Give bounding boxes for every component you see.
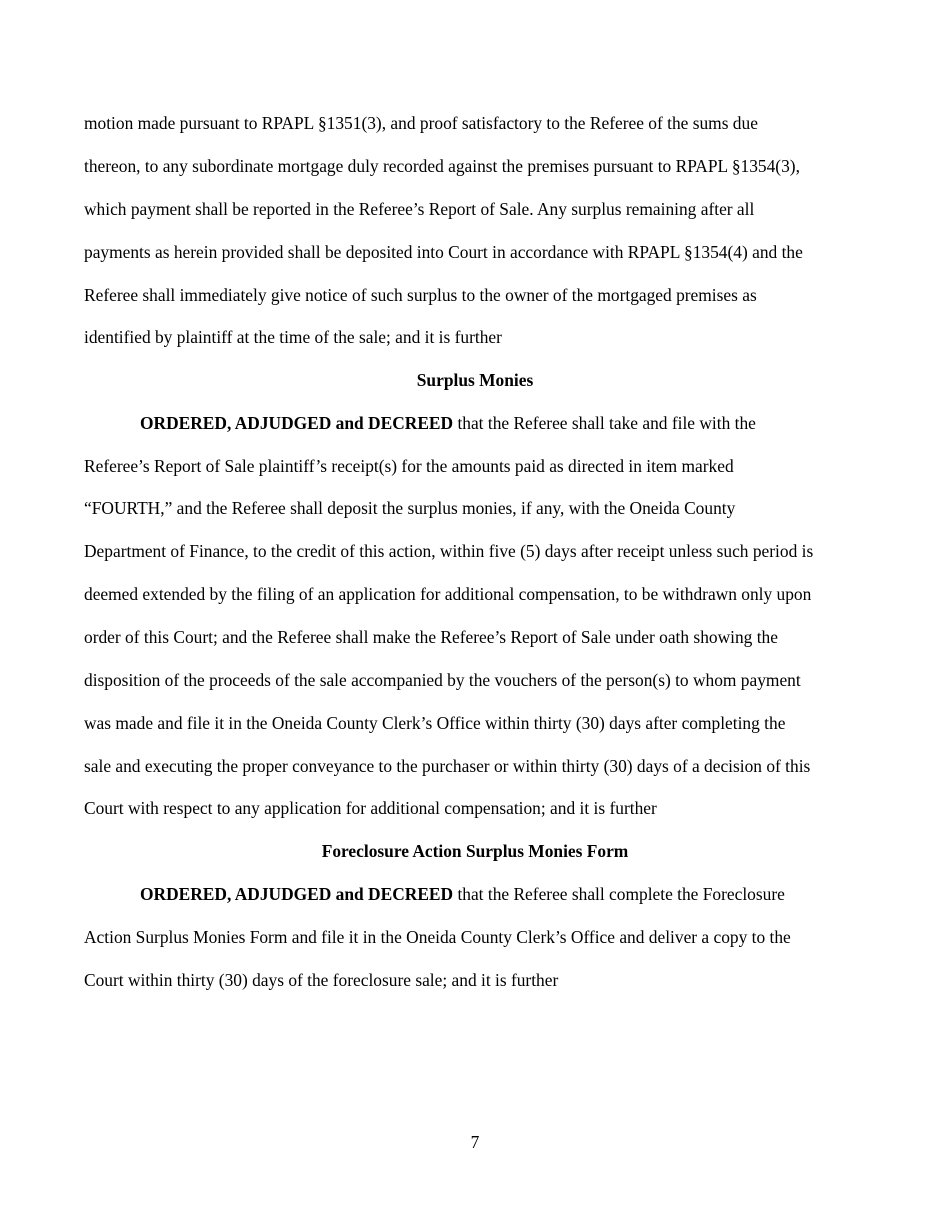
body-line: Referee shall immediately give notice of such surplus to the owner of the mortgaged premises as <box>84 285 757 305</box>
page-number: 7 <box>470 1132 480 1152</box>
body-line: disposition of the proceeds of the sale accompanied by the vouchers of the person(s) to whom payment <box>84 670 801 690</box>
ordered-adjudged-decreed-label: ORDERED, ADJUDGED and DECREED <box>140 413 454 433</box>
body-line: payments as herein provided shall be deposited into Court in accordance with RPAPL §1354(4) and the <box>84 242 803 262</box>
body-line: Action Surplus Monies Form and file it in the Oneida County Clerk’s Office and deliver a copy to the <box>84 927 791 947</box>
body-line: “FOURTH,” and the Referee shall deposit the surplus monies, if any, with the Oneida County <box>84 498 736 518</box>
clause-text: that the Referee shall complete the Foreclosure <box>453 884 785 904</box>
body-line: Department of Finance, to the credit of this action, within five (5) days after receipt unless such period is <box>84 541 814 561</box>
body-line: which payment shall be reported in the Referee’s Report of Sale. Any surplus remaining after all <box>84 199 755 219</box>
body-line: thereon, to any subordinate mortgage duly recorded against the premises pursuant to RPAPL §1354(3), <box>84 156 800 176</box>
body-line: Court with respect to any application for additional compensation; and it is further <box>84 798 657 818</box>
ordered-adjudged-decreed-label: ORDERED, ADJUDGED and DECREED <box>140 884 454 904</box>
body-line: identified by plaintiff at the time of the sale; and it is further <box>84 327 502 347</box>
ordered-clause-line <box>140 413 756 433</box>
section-heading-surplus-monies-form: Foreclosure Action Surplus Monies Form <box>321 841 629 861</box>
body-line: Court within thirty (30) days of the foreclosure sale; and it is further <box>84 970 559 990</box>
body-line: sale and executing the proper conveyance to the purchaser or within thirty (30) days of a decision of this <box>84 756 811 776</box>
body-line: order of this Court; and the Referee shall make the Referee’s Report of Sale under oath showing the <box>84 627 778 647</box>
body-line: was made and file it in the Oneida County Clerk’s Office within thirty (30) days after completing the <box>84 713 786 733</box>
body-line: Referee’s Report of Sale plaintiff’s receipt(s) for the amounts paid as directed in item marked <box>84 456 734 476</box>
section-heading-surplus-monies: Surplus Monies <box>416 370 534 390</box>
clause-text: that the Referee shall take and file with the <box>453 413 756 433</box>
ordered-clause-line <box>140 884 785 904</box>
body-line: deemed extended by the filing of an application for additional compensation, to be withdrawn only upon <box>84 584 812 604</box>
body-line: motion made pursuant to RPAPL §1351(3), and proof satisfactory to the Referee of the sums due <box>84 113 758 133</box>
